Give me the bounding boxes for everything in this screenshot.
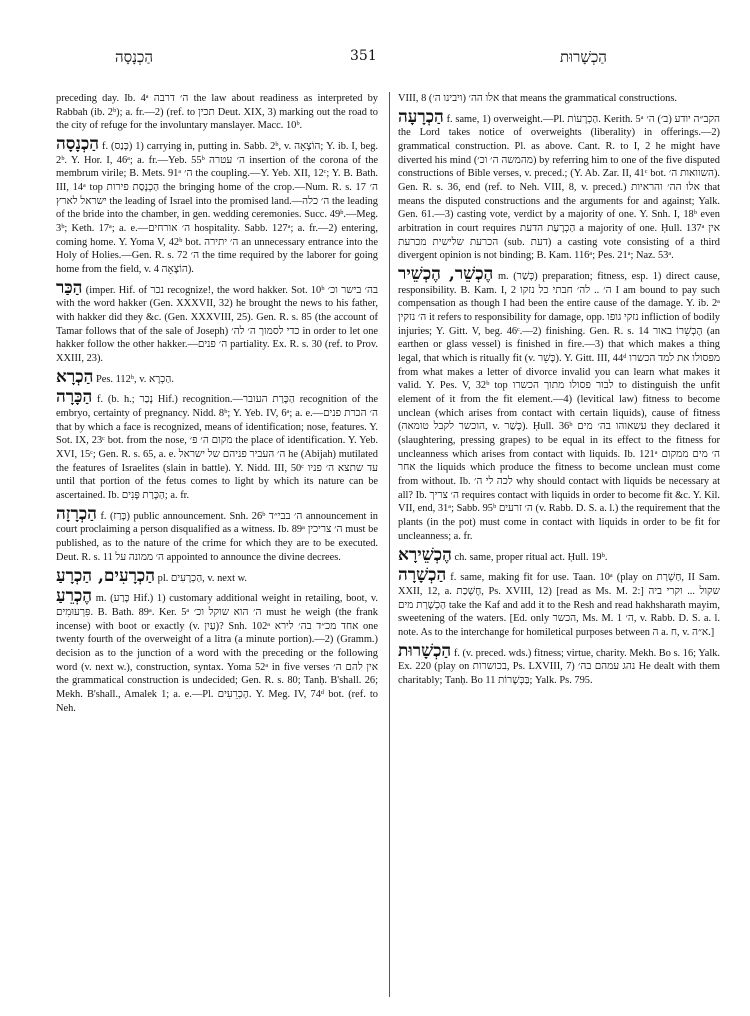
dictionary-entry bbox=[56, 588, 378, 715]
dictionary-entry bbox=[398, 266, 720, 543]
entry-headword: הַכְנָסָה bbox=[56, 134, 100, 155]
entry-body: m. (כָּרַע Hif.) 1) customary additional weight in retailing, boot, v. פִּרְעוּמִים. B. Bath. 89ᵃ. Ker. 5ᵃ ה׳ הוא שוקל וכ׳ must he weigh (the frank incense) with boot or exactly (v. עַיִן)? Snh. 102ᵃ אחד מכ״ד בה׳ לירא one twenty fourth of the overweight of a litra (a minute portion).—2) (Gramm.) decision as to the junction of a word with the preceding or the following word (v. next w.), construction, syntax. Yoma 52ᵃ in five verses אין להם ה׳ the grammatical construction is undecided; Gen. R. s. 80; Tanḥ. B'shall. 26; Mekh. B'shall., Amalek 1; a. e.—Pl. הֶכְרֵעִים. Y. Meg. IV, 74ᵈ bot. (ref. to Neh. bbox=[56, 593, 378, 714]
entry-headword: הֶכְשֵׁר, הֶכְשֵׁיר bbox=[398, 264, 494, 285]
entry-body: preceding day. Ib. 4ᵃ ה׳ דרבה the law about readiness as interpreted by Rabbah (ib. 2ᵇ); a. fr.—2) (ref. to תכין Deut. XIX, 3) marking out the road to the city of refuge for the involuntary manslayer. Macc. 10ᵇ. bbox=[56, 93, 378, 132]
entry-headword: הַכְשָׁרָה bbox=[398, 565, 447, 586]
left-column bbox=[56, 92, 378, 1002]
entry-headword: הַכְרָזָה bbox=[56, 503, 97, 524]
dictionary-entry bbox=[398, 640, 720, 688]
entry-body: f. (כָּרַז) public announcement. Snh. 26ᵇ ה׳ בבי״ד announcement in court proclaiming a person disqualified as a witness. Ib. 89ᵃ ה׳ צריכין must be published, as to the nature of the crime for which they are to be executed. Deut. R. s. 11 ה׳ ממונה על appointed to announce the divine decrees. bbox=[56, 510, 378, 563]
dictionary-entry bbox=[398, 92, 720, 106]
entry-body: m. (כָּשַׁר) preparation; fitness, esp. 1) direct cause, responsibility. B. Kam. I, 2 ה׳ .. לה׳ חבתי כל נזקו I am bound to pay such compensation as though I had been the entire cause of the damage. Y. ib. 2ᵃ ה׳ נזקין it refers to responsibility for damage, opp. נזקי גופו infliction of bodily injuries; Y. Gitt. V, beg. 46ᶜ.—2) finishing. Gen. R. s. 14 הֶכְשֵׁרוֹ באור (an earthen or glass vessel) is finished in fire.—3) that which makes a thing legal, that which is ritually fit (v. כָּשֵׁר). Y. Gitt. III, 44ᵈ מפסולו את למד הכשרו from what makes a letter of divorce invalid you can learn what makes it valid. Y. Pes. V, 32ᵇ top לבור פסולו מתוך הכשרו to distinguish the unfit element of it from the fit element.—4) (levitical law) fitness to become unclean (which arises from contact with certain liquids), cause of fitness (הוכשר לקבל טומאה, v. כָּשַׁר). Ḥull. 36ᵇ עשאוהו בה׳ מים they declared it (slaughtering, pressing grapes) to be equal in its effect to the fitness for uncleanness which arises from contact with liquids. Ib. 121ᵃ ה׳ מים ממקום אחר the liquids which produce the fitness to become unclean must come from without. Ib. לכה לי ה׳ why should contact with liquids be necessary at all? Ib. ה׳ צריך requires contact with liquids in order to become fit &c. Y. Kil. VII, end, 31ᵃ; Sabb. 95ᵇ ה׳ זרעים (v. Rabb. D. S. a. l.) the requirement that the plants (in the pot) must come in contact with liquids in order to be fit for uncleanness; a. fr. bbox=[398, 271, 720, 542]
dictionary-entry bbox=[56, 389, 378, 502]
entry-body: f. (v. preced. wds.) fitness; virtue, charity. Mekh. Bo s. 16; Yalk. Ex. 220 (play on בכושרות, Ps. LXVIII, 7) נהג עמהם בה׳ He dealt with them charitably; Tanḥ. Bo 11 בַּכְּשָׁרוֹת; Yalk. Ps. 795. bbox=[398, 647, 720, 686]
entry-headword: הֶכְרֵעַ bbox=[56, 586, 93, 607]
entry-body: VIII, 8 (ויבינו ה׳) אלו הה׳ that means the grammatical constructions. bbox=[398, 93, 678, 104]
entry-body: f. same, 1) overweight.—Pl. הַכְרָעוֹת. Kerith. 5ᵃ הקב״ה יודע (ב׳) ה׳ the Lord takes notice of overweights (liberality) in offerings.—2) grammatical construction. Pl. as above. Cant. R. to I, 2 he might have diverted his mind (מהמשה ה׳ וכ׳) by referring him to one of the five disputed constructions of Bible verses, v. preced.; (Y. Ab. Zar. II, 41ᶜ bot. השוואות ה׳). Gen. R. s. 36, end (ref. to Neh. VIII, 8, v. preced.) אלו הה׳ והראיות that means the disputed constructions and the arguments for and against; Yalk. Gen. 61.—3) casting vote, verdict by a majority of one. Y. Snh. I, 18ᵇ even arbitration in court requires הַכְרָעַת הדעת a majority of one. Ḥull. 137ᵃ אין הכרעת שלישית מכרעת (sub. דעת) a casting vote consisting of a third divergent opinion is not binding; B. Kam. 116ᵃ; Pes. 21ᵃ; Naz. 53ᵃ. bbox=[398, 113, 720, 262]
dictionary-entry bbox=[398, 544, 720, 565]
entry-body: f. (b. h.; נָכַר Hif.) recognition.—הַכָּרַת העובר recognition of the embryo, certainty of pregnancy. Nidd. 8ᵇ; Y. Yeb. IV, 6ᵃ; a. e.—ה׳ הכרת פנים that by which a face is recognized, means of identification; nose, features. Y. Sot. IX, 23ᶜ bot. from the nose, מקום ה׳ פ׳ the place of identification. Y. Yeb. XVI, 15ᶜ; Gen. R. s. 65, a. e. ה׳ העביר פניהם של ישראל he (Abijah) mutilated the features of Israelites (slain in battle). Y. Nidd. III, 50ᶜ עד שתצא ה׳ פניו until that portion of the fetus comes to light by which its nature can be ascertained. Ib. הַכָּרַת פָּנִים; a. fr. bbox=[56, 394, 378, 502]
entry-body: Pes. 112ᵇ, v. הַכְרָא. bbox=[95, 373, 174, 385]
entry-headword: הֶכְשֵׁירָא bbox=[398, 544, 452, 565]
entry-body: pl. הַכְרָעִים, v. next w. bbox=[157, 572, 247, 584]
entry-headword: הַכְרָעִים, הַכְרָעַ bbox=[56, 565, 156, 586]
entry-headword: הַכָּרָה bbox=[56, 387, 93, 408]
dictionary-entry bbox=[56, 366, 378, 387]
dictionary-entry bbox=[56, 92, 378, 133]
entry-body: ch. same, proper ritual act. Ḥull. 19ᵇ. bbox=[454, 551, 608, 563]
entry-headword: הַכְרָעָה bbox=[398, 106, 444, 127]
entry-headword: הַכְרָא bbox=[56, 366, 94, 387]
dictionary-entry bbox=[56, 565, 378, 586]
dictionary-entry bbox=[56, 503, 378, 565]
column-divider bbox=[389, 92, 390, 997]
header-left-guideword: הַכְנָסָה bbox=[115, 48, 153, 66]
header-right-guideword: הַכְשָׁרוּת bbox=[560, 48, 607, 66]
dictionary-entry bbox=[398, 106, 720, 263]
entry-body: f. (כָּנַס) 1) carrying in, putting in. Sabb. 2ᵇ, v. הוֹצָאָה; Y. ib. I, beg. 2ᵇ. Y. Hor. I, 46ᵃ; a. fr.—Yeb. 55ᵇ ה׳ עטרה insertion of the corona of the membrum virile; B. Mets. 91ᵃ ה׳ the coupling.—Y. Yeb. XII, 12ᶜ; Y. B. Bath. III, 14ᵃ top הַכְנָסַת פירות the bringing home of the crop.—Num. R. s. 17 ה׳ ישראל לארץ the leading of Israel into the promised land.—ה׳ כלה the leading of the bride into the chamber, in gen. wedding ceremonies. Succ. 49ᵇ.—Meg. 3ᵇ; Keth. 17ᵃ; a. e.—ה׳ אורחים hospitality. Sabb. 127ᵃ; a. fr.—2) entering, coming home. Y. Yoma V, 42ᵇ bot. ה׳ יתירה an unnecessary entrance into the Holy of Holies.—Gen. R. s. 72 ה׳ the time required by the laborer for going home from the field, v. הוֹצָאָה 4). bbox=[56, 141, 378, 276]
dictionary-entry bbox=[56, 277, 378, 366]
entry-body: (imper. Hif. of נכר recognize!, the word hakker. Sot. 10ᵇ בה׳ בישר וכ׳ with the word hakker (Gen. XXXVII, 32) he brought the news to his father, with hakker did they &c. (Gen. XXXVIII, 25). Gen. R. s. 85 (the account of Tamar follows that of the sale of Joseph) כדי לסמוך ה׳ לה׳ in order to let one hakker follow the other hakker.—ה׳ פנים partiality. Ex. R. s. 30 (ref. to Prov. XXIII, 23). bbox=[56, 284, 378, 365]
page-header bbox=[0, 48, 750, 72]
dictionary-entry bbox=[398, 567, 720, 639]
entry-headword: הַכַּר bbox=[56, 277, 83, 298]
entry-body: f. same, making fit for use. Taan. 10ᵃ (play on חַשְׁרַת, II Sam. XXII, 12, a. חֶשְׁכַת, Ps. XVIII, 12) [read as Ms. M. 2:] שקול ... וקרי ביה הַכְשָׁרַת מים take the Kaf and add it to the Resh and read hakhsharath mayim, sweetening of the waters. [Ed. only הכשר, Ms. M. 1 ה׳, v. Rabb. D. S. a. l. note. As to the interchange for homiletical purposes between ה a. ח, v. א״ה.] bbox=[398, 572, 720, 638]
right-column bbox=[398, 92, 720, 1002]
page-number: 351 bbox=[350, 48, 377, 64]
dictionary-entry bbox=[56, 136, 378, 277]
entry-headword: הַכְשָׁרוּת bbox=[398, 640, 452, 661]
